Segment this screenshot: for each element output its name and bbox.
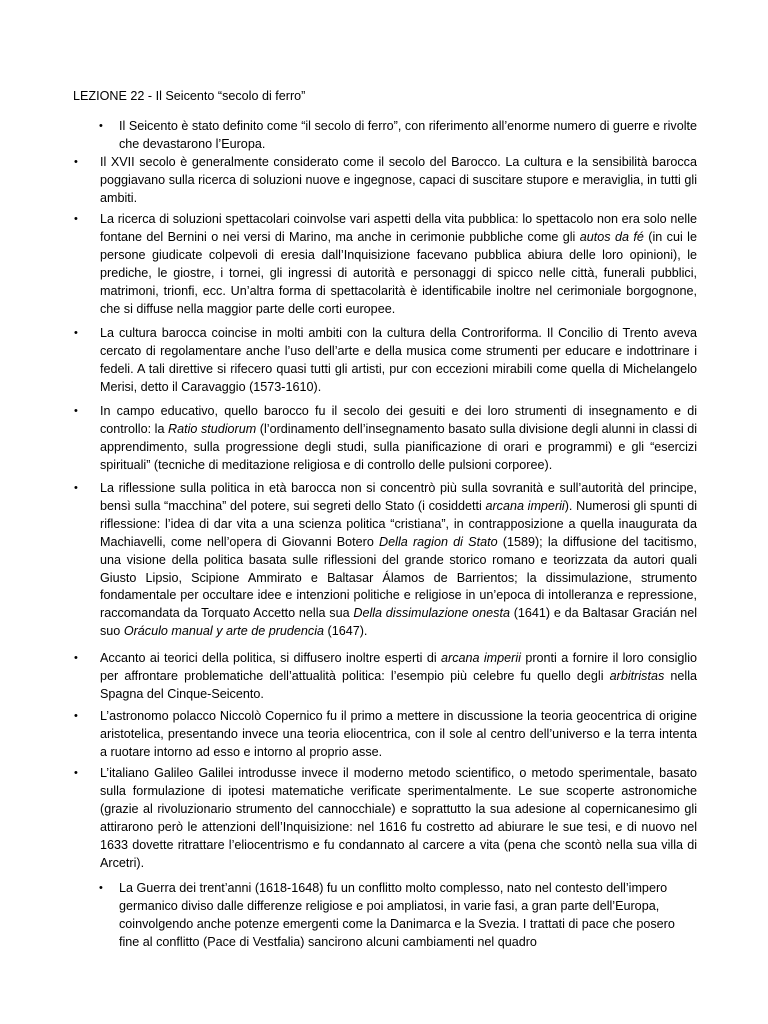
list-item-text: Accanto ai teorici della politica, si diffusero inoltre esperti di	[100, 651, 441, 665]
list-item-italic: arbitristas	[609, 668, 665, 683]
list-item-text: pronti a fornire il loro consiglio per affrontare problematiche dell’attualità politica: l’esempio più celebre fu quello degli	[100, 651, 697, 683]
list-item-text: La ricerca di soluzioni spettacolari coinvolse vari aspetti della vita pubblica: lo spettacolo non era solo nelle fontane del Bernini o nei versi di Marino, ma anche in cerimonie pubbliche come gli	[100, 212, 697, 244]
list-item	[74, 765, 697, 872]
list-item-text: In campo educativo, quello barocco fu il secolo dei gesuiti e dei loro strumenti di insegnamento e di controllo: la	[100, 404, 697, 436]
list-item-text: La cultura barocca coincise in molti ambiti con la cultura della Controriforma. Il Concilio di Trento aveva cercato di regolamentare anche l’uso dell’arte e della musica come strumenti per educare e indottrinare i fedeli. A tali direttive si rifecero quasi tutti gli artisti, pur con eccezioni mirabili come quella di Michelangelo Merisi, detto il Caravaggio (1573-1610).	[100, 326, 697, 394]
list-item-text: ). Numerosi gli spunti di riflessione: l’idea di dar vita a una scienza politica “cristiana”, in contrapposizione a quella inaugurata da Machiavelli, come nell’opera di Giovanni Botero	[100, 498, 697, 549]
bullet-icon: •	[74, 405, 78, 417]
bullet-icon: •	[74, 710, 78, 722]
page-title: LEZIONE 22 - Il Seicento “secolo di ferro”	[73, 89, 306, 103]
list-item	[74, 480, 698, 641]
list-item	[74, 211, 697, 318]
bullet-icon: •	[74, 327, 78, 339]
list-item-italic: arcana imperii	[441, 651, 521, 665]
list-item-text: La Guerra dei trent’anni (1618-1648) fu un conflitto molto complesso, nato nel contesto dell’impero germanico diviso dalle differenze religiose e poi ampliatosi, in varie fasi, a gran parte dell’Europa, coinvolgendo anche potenze emergenti come la Danimarca e la Svezia. I trattati di pace che posero fine al conflitto (Pace di Vestfalia) sancirono alcuni cambiamenti nel quadro	[119, 881, 675, 949]
bullet-icon: •	[74, 767, 78, 779]
list-item-text: (in cui le persone giudicate colpevoli di eresia dall’Inquisizione facevano pubblica abiura delle loro opinioni), le prediche, le giostre, i tornei, gli ingressi di autorità e personaggi di spicco nelle città, funerali pubblici, matrimoni, trionfi, ecc. Un’altra forma di spettacolarità è identificabile inoltre nel cerimoniale borgognone, che si diffuse nella maggior parte delle corti europee.	[100, 229, 697, 316]
list-item	[99, 880, 687, 952]
bullet-icon: •	[74, 482, 78, 494]
bullet-icon: •	[99, 120, 103, 132]
list-item-text: (1641) e da Baltasar Gracián nel suo	[100, 606, 698, 639]
list-item-italic: Ratio studiorum	[168, 421, 257, 436]
list-item-text: nella Spagna del Cinque-Seicento.	[100, 668, 698, 701]
list-item-italic: Della ragion di Stato	[379, 534, 498, 549]
list-item-italic: autos da fé	[579, 229, 644, 244]
list-item-text: (l’ordinamento dell’insegnamento basato sulla divisione degli alunni in classi di apprendimento, sulla progressione degli studi, sulla pianificazione di orari e programmi) e gli “esercizi spirituali” (tecniche di meditazione religiosa e di controllo delle pulsioni corporee).	[100, 421, 698, 472]
bullet-icon: •	[74, 156, 78, 168]
list-item-text: L’italiano Galileo Galilei introdusse invece il moderno metodo scientifico, o metodo sperimentale, basato sulla formulazione di ipotesi matematiche verificate sperimentalmente. Le sue scoperte astronomiche (grazie al rivoluzionario strumento del cannocchiale) e soprattutto la sua adesione al copernicanesimo gli attirarono però le attenzioni dell’Inquisizione: nel 1616 fu costretto ad abiurare le sue tesi, e di nuovo nel 1633 dovette ritrattare l’eliocentrismo e fu condannato al carcere a vita (pena che scontò nella sua villa di Arcetri).	[100, 766, 697, 870]
list-item	[74, 708, 697, 762]
bullet-icon: •	[74, 213, 78, 225]
list-item-italic: arcana imperii	[485, 498, 565, 513]
list-item	[74, 154, 697, 208]
list-item-italic: Della dissimulazione onesta	[353, 606, 510, 621]
list-item-text: L’astronomo polacco Niccolò Copernico fu il primo a mettere in discussione la teoria geocentrica di origine aristotelica, presentando invece una teoria eliocentrica, con il sole al centro dell’universo e la terra intenta a ruotare intorno ad esso e intorno al proprio asse.	[100, 709, 697, 759]
list-item	[74, 403, 698, 475]
bullet-icon: •	[74, 652, 78, 664]
list-item-text: (1647).	[324, 624, 368, 639]
bullet-icon: •	[99, 882, 103, 894]
list-item	[74, 325, 697, 397]
list-item	[99, 118, 697, 154]
list-item-text: Il Seicento è stato definito come “il secolo di ferro”, con riferimento all’enorme numero di guerre e rivolte che devastarono l’Europa.	[119, 119, 697, 151]
list-item-italic: Oráculo manual y arte de prudencia	[123, 624, 325, 639]
list-item-text: La riflessione sulla politica in età barocca non si concentrò più sulla sovranità e sull’autorità del principe, bensì sulla “macchina” del potere, sui segreti dello Stato (i cosiddetti	[100, 481, 697, 513]
list-item	[74, 650, 698, 704]
list-item-text: Il XVII secolo è generalmente considerato come il secolo del Barocco. La cultura e la sensibilità barocca poggiavano sulla ricerca di soluzioni nuove e ingegnose, capaci di suscitare stupore e meraviglia, in tutti gli ambiti.	[100, 155, 697, 205]
list-item-text: (1589); la diffusione del tacitismo, una visione della politica basata sulle riflessioni del grande storico romano e teorizzata da autori quali Giusto Lipsio, Scipione Ammirato e Baltasar Álamos de Barrientos; la dissimulazione, strumento fondamentale per occultare idee e intenzioni politiche e religiose in un’epoca di intolleranza e repressione, raccomandata da Torquato Accetto nella sua	[100, 534, 697, 621]
